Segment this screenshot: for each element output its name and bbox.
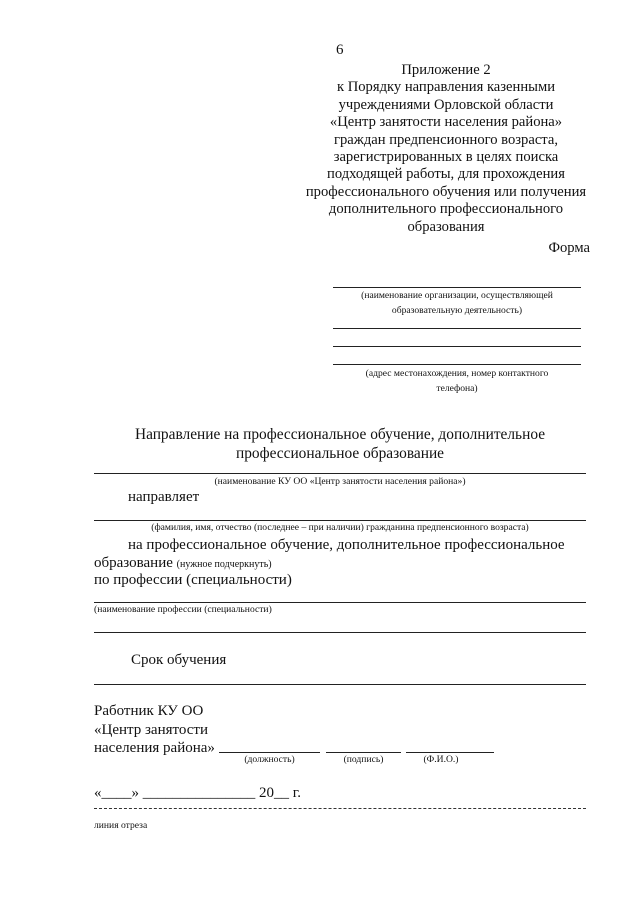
worker-line: Работник КУ ОО <box>94 703 204 719</box>
appendix-line: дополнительного профессионального <box>328 201 564 218</box>
org-caption-line: образовательную деятельность) <box>391 305 523 316</box>
title-line: Направление на профессиональное обучение, дополнительное <box>134 426 546 443</box>
appendix-line: зарегистрированных в целях поиска <box>333 149 559 166</box>
position-caption: (должность) <box>244 754 295 765</box>
date-open-quote: « <box>94 785 102 801</box>
appendix-line: профессионального обучения или получения <box>305 183 587 200</box>
cut-dashed-line <box>94 808 586 809</box>
org-caption-line: (наименование организации, осуществляющей <box>361 290 553 301</box>
training-text-line1: на профессиональное обучение, дополнительное профессиональное <box>128 537 565 553</box>
signature-caption: (подпись) <box>343 754 384 765</box>
appendix-line: образования <box>407 218 485 235</box>
form-label: Форма <box>548 240 590 256</box>
day-blank: ____ <box>101 785 132 801</box>
fio-caption: (фамилия, имя, отчество (последнее – при наличии) гражданина предпенсионного возраста) <box>151 522 529 533</box>
year-blank: __ <box>274 785 289 801</box>
profession-caption: (наименование профессии (специальности) <box>94 604 272 615</box>
page-number: 6 <box>336 42 344 58</box>
address-line <box>333 346 581 347</box>
org-caption <box>320 288 594 318</box>
address-caption-line: (адрес местонахождения, номер контактного <box>365 368 549 379</box>
training-text-line2 <box>94 555 272 573</box>
address-caption-line: телефона) <box>436 383 478 394</box>
directs-text: направляет <box>128 489 200 505</box>
appendix-line: подходящей работы, для прохождения <box>327 166 565 183</box>
training-text-education: образование <box>94 555 173 571</box>
title-line: профессиональное образование <box>235 445 445 462</box>
study-period-line <box>94 684 586 685</box>
month-blank: _______________ <box>142 785 256 801</box>
appendix-header <box>300 62 592 236</box>
appendix-line: граждан предпенсионного возраста, <box>334 131 558 148</box>
year-prefix: 20 <box>259 785 274 801</box>
fio-short-caption: (Ф.И.О.) <box>423 754 459 765</box>
date-line <box>94 785 301 802</box>
appendix-line: Приложение 2 <box>401 62 491 78</box>
study-period-text: Срок обучения <box>131 652 227 668</box>
worker-line: населения района» <box>94 740 215 756</box>
cut-line-label: линия отреза <box>94 820 148 831</box>
address-caption <box>320 366 594 396</box>
appendix-line: к Порядку направления казенными <box>336 79 555 96</box>
ku-caption: (наименование КУ ОО «Центр занятости населения района») <box>214 476 466 487</box>
document-title <box>110 425 570 463</box>
underline-note: (нужное подчеркнуть) <box>176 559 272 570</box>
by-profession-text: по профессии (специальности) <box>94 572 292 588</box>
date-close-quote: » <box>131 785 139 801</box>
profession-line-2 <box>94 632 586 633</box>
appendix-line: «Центр занятости населения района» <box>329 114 563 131</box>
year-suffix: г. <box>292 785 301 801</box>
worker-line: «Центр занятости <box>94 722 208 738</box>
address-line <box>333 364 581 365</box>
address-line <box>333 328 581 329</box>
appendix-line: учреждениями Орловской области <box>338 96 554 113</box>
